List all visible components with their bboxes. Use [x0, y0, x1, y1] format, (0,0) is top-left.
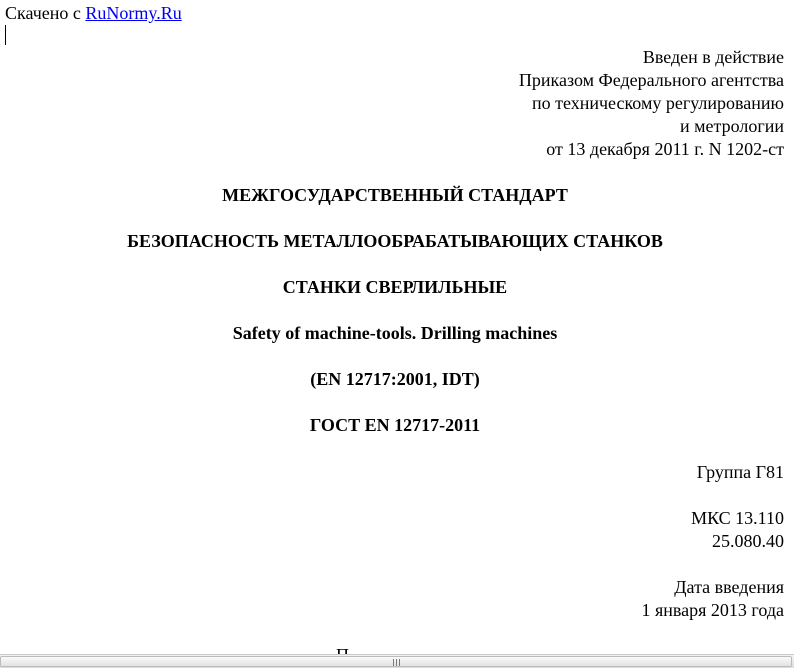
- group-code: Группа Г81: [696, 462, 784, 482]
- enactment-line: по техническому регулированию: [531, 93, 784, 113]
- enactment-line: от 13 декабря 2011 г. N 1202-ст: [546, 139, 784, 159]
- grip-icon: [393, 659, 403, 666]
- downloaded-prefix: Скачено с: [5, 3, 81, 23]
- introduction-date-label: Дата введения: [674, 577, 784, 597]
- standard-title-heading: СТАНКИ СВЕРЛИЛЬНЫЕ: [282, 277, 508, 297]
- english-title: Safety of machine-tools. Drilling machines: [232, 323, 558, 343]
- introduction-date-value: 1 января 2013 года: [641, 600, 784, 620]
- text-cursor: [5, 25, 6, 45]
- standard-number: ГОСТ EN 12717-2011: [309, 415, 481, 435]
- standard-type-heading: МЕЖГОСУДАРСТВЕННЫЙ СТАНДАРТ: [222, 185, 568, 205]
- mks-codes: [691, 507, 784, 553]
- source-line: [5, 2, 182, 24]
- introduction-date: [641, 576, 784, 622]
- enactment-line: и метрологии: [680, 116, 784, 136]
- standard-subject-heading: БЕЗОПАСНОСТЬ МЕТАЛЛООБРАБАТЫВАЮЩИХ СТАНКОВ: [127, 231, 663, 251]
- source-link[interactable]: RuNormy.Ru: [85, 3, 182, 23]
- mks-code-line: 25.080.40: [712, 531, 784, 551]
- enactment-line: Приказом Федерального агентства: [518, 70, 784, 90]
- equivalence-reference: (EN 12717:2001, IDT): [310, 369, 480, 389]
- enactment-block: [519, 46, 784, 161]
- enactment-line: Введен в действие: [642, 47, 784, 67]
- mks-code-line: МКС 13.110: [691, 508, 784, 528]
- scrollbar-thumb[interactable]: [0, 656, 792, 667]
- horizontal-scrollbar[interactable]: [0, 654, 794, 668]
